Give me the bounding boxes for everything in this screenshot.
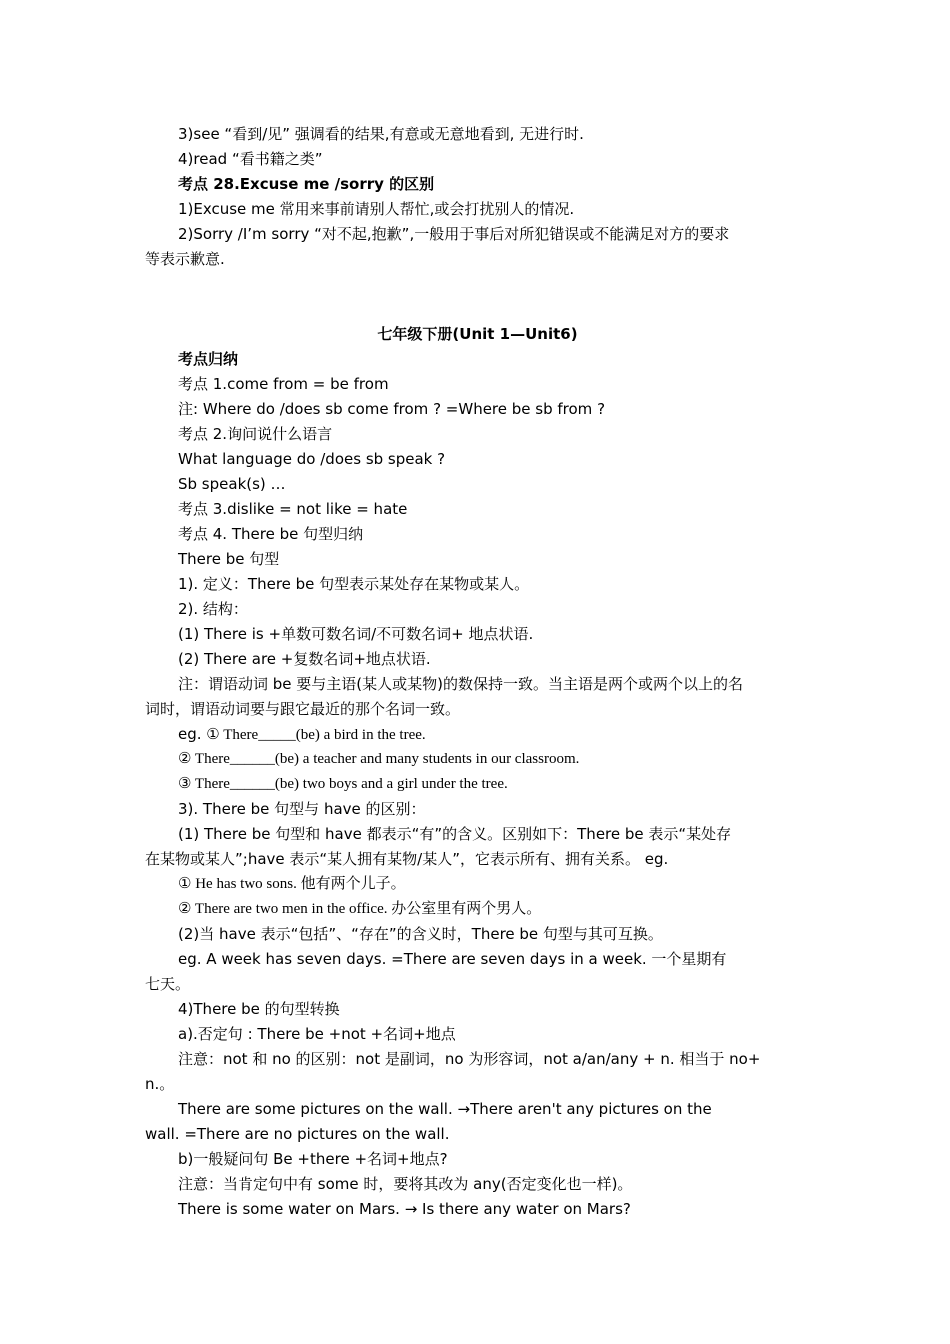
text-line: 1). 定义：There be 句型表示某处存在某物或某人。	[178, 575, 530, 593]
section-subtitle: 考点归纳	[178, 350, 239, 368]
example-line: ② There______(be) a teacher and many students in our classroom.	[178, 751, 580, 767]
text-line: 1)Excuse me 常用来事前请别人帮忙,或会打扰别人的情况.	[178, 200, 575, 218]
example-line: ③ There______(be) two boys and a girl under the tree.	[178, 776, 508, 792]
text-line: There be 句型	[178, 550, 280, 568]
example-line: eg. A week has seven days. =There are seven days in a week. 一个星期有	[178, 950, 727, 968]
document-page	[145, 122, 810, 1222]
text-line: 考点 1.come from = be from	[178, 375, 389, 393]
example-line: 七天。	[145, 975, 191, 993]
example-line: There are some pictures on the wall. →There aren't any pictures on the	[178, 1100, 712, 1118]
text-line: (1) There is +单数可数名词/不可数名词+ 地点状语.	[178, 625, 534, 643]
section-heading: 考点 28.Excuse me /sorry 的区别	[178, 175, 435, 193]
example-line	[145, 722, 810, 747]
example-sentence: ① There_____(be) a bird in the tree.	[206, 727, 426, 743]
text-line: (2)当 have 表示“包括”、“存在”的含义时，There be 句型与其可互换。	[178, 925, 663, 943]
text-line: 2). 结构：	[178, 600, 248, 618]
text-line: 4)There be 的句型转换	[178, 1000, 340, 1018]
text-line: 考点 3.dislike = not like = hate	[178, 500, 408, 518]
text-line: b)一般疑问句 Be +there +名词+地点?	[178, 1150, 448, 1168]
example-line: ② There are two men in the office. 办公室里有两个男人。	[178, 901, 542, 917]
eg-prefix: eg.	[178, 725, 207, 743]
text-line: 3)see “看到/见” 强调看的结果,有意或无意地看到, 无进行时.	[178, 125, 584, 143]
example-line: There is some water on Mars. → Is there any water on Mars?	[178, 1200, 631, 1218]
text-line: (2) There are +复数名词+地点状语.	[178, 650, 431, 668]
note-line: 注意：not 和 no 的区别：not 是副词，no 为形容词，not a/an/any + n. 相当于 no+	[178, 1050, 761, 1068]
text-line: (1) There be 句型和 have 都表示“有”的含义。区别如下：There be 表示“某处存	[178, 825, 732, 843]
page-title: 七年级下册(Unit 1—Unit6)	[377, 325, 578, 343]
text-line: 等表示歉意.	[145, 250, 225, 268]
example-line: wall. =There are no pictures on the wall.	[145, 1125, 450, 1143]
text-line: 3). There be 句型与 have 的区别：	[178, 800, 426, 818]
note-line: 注：谓语动词 be 要与主语(某人或某物)的数保持一致。当主语是两个或两个以上的名	[178, 675, 743, 693]
example-line: ① He has two sons. 他有两个儿子。	[178, 876, 406, 892]
text-line: 考点 4. There be 句型归纳	[178, 525, 364, 543]
text-line: 考点 2.询问说什么语言	[178, 425, 333, 443]
text-line: 注: Where do /does sb come from ? =Where be sb from ?	[178, 400, 606, 418]
text-line: Sb speak(s) …	[178, 475, 286, 493]
note-line: n.。	[145, 1075, 175, 1093]
note-line: 词时，谓语动词要与跟它最近的那个名词一致。	[145, 700, 461, 718]
text-line: 在某物或某人”;have 表示“某人拥有某物/某人”，它表示所有、拥有关系。 eg.	[145, 850, 669, 868]
note-line: 注意：当肯定句中有 some 时，要将其改为 any(否定变化也一样)。	[178, 1175, 633, 1193]
text-line: a).否定句 : There be +not +名词+地点	[178, 1025, 456, 1043]
text-line: What language do /does sb speak ?	[178, 450, 446, 468]
text-line: 4)read “看书籍之类”	[178, 150, 323, 168]
text-line: 2)Sorry /I’m sorry “对不起,抱歉”,一般用于事后对所犯错误或不能满足对方的要求	[178, 225, 730, 243]
